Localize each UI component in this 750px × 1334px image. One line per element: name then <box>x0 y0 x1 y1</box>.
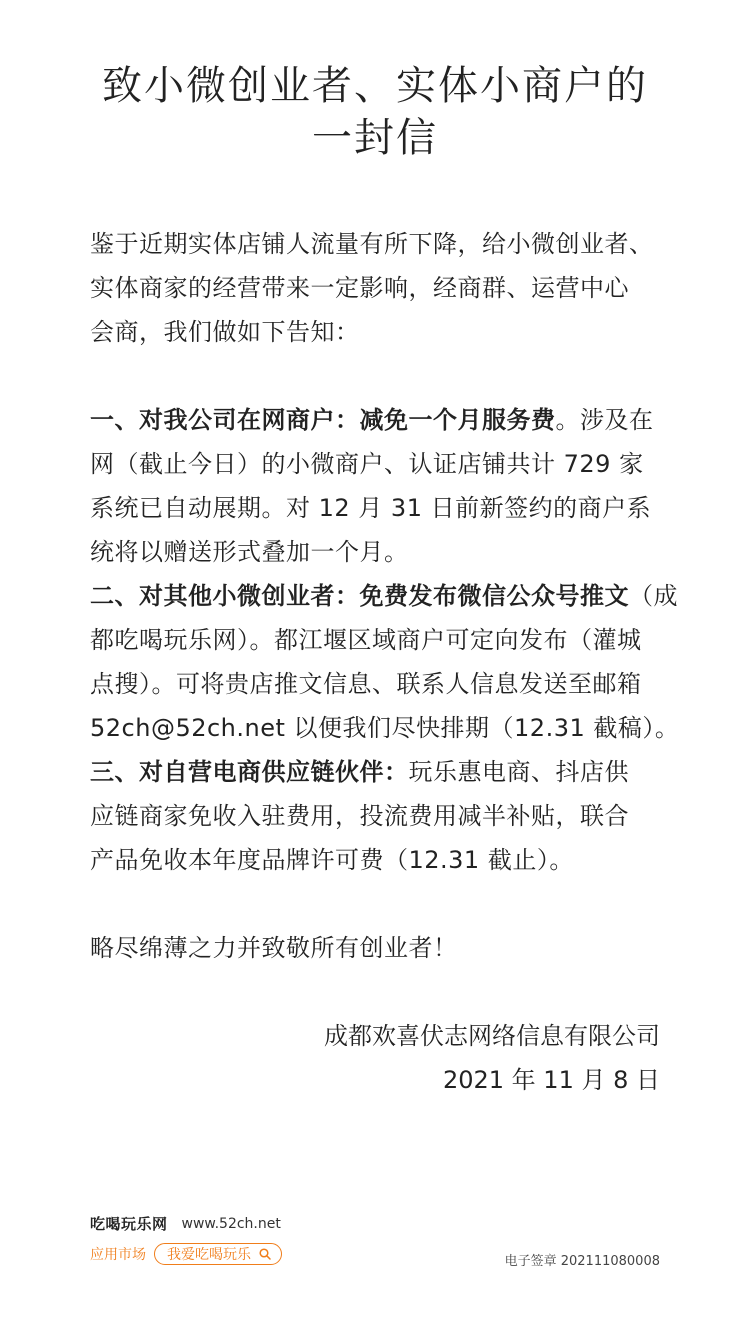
closing-paragraph <box>90 926 662 970</box>
item-1-line: 统将以赠送形式叠加一个月。 <box>90 538 409 566</box>
intro-line: 实体商家的经营带来一定影响，经商群、运营中心 <box>90 274 629 302</box>
search-icon <box>259 1248 271 1260</box>
app-search-text: 我爱吃喝玩乐 <box>167 1247 251 1263</box>
item-3-paragraph <box>90 750 662 882</box>
signature-company: 成都欢喜伏志网络信息有限公司 <box>324 1022 660 1050</box>
brand-logo: 吃喝玩乐网 <box>90 1215 168 1233</box>
item-3-text: 玩乐惠电商、抖店供 <box>408 758 629 786</box>
item-1-first-line <box>90 398 662 442</box>
item-2-line: 点搜）。可将贵店推文信息、联系人信息发送至邮箱 <box>90 670 642 698</box>
intro-paragraph <box>90 222 662 354</box>
intro-line: 鉴于近期实体店铺人流量有所下降，给小微创业者、 <box>90 230 654 258</box>
item-3-line: 应链商家免收入驻费用，投流费用减半补贴，联合 <box>90 802 629 830</box>
item-3-line: 产品免收本年度品牌许可费（12.31 截止）。 <box>90 846 574 874</box>
item-2-paragraph <box>90 574 680 750</box>
closing-line: 略尽绵薄之力并致敬所有创业者！ <box>90 934 458 962</box>
title-line-1: 致小微创业者、实体小商户的 <box>102 63 648 109</box>
item-1-heading: 一、对我公司在网商户：减免一个月服务费 <box>90 406 556 434</box>
item-1-line: 网（截止今日）的小微商户、认证店铺共计 729 家 <box>90 450 644 478</box>
app-market-label: 应用市场 <box>90 1247 146 1263</box>
intro-line: 会商，我们做如下告知： <box>90 318 360 346</box>
letter-title <box>0 60 750 164</box>
e-signature-id: 电子签章 202111080008 <box>504 1254 660 1269</box>
app-search-pill[interactable] <box>154 1243 282 1265</box>
item-2-text: （成 <box>629 582 678 610</box>
item-3-first-line <box>90 750 662 794</box>
item-1-paragraph <box>90 398 662 574</box>
item-2-heading: 二、对其他小微创业者：免费发布微信公众号推文 <box>90 582 629 610</box>
item-3-heading: 三、对自营电商供应链伙伴： <box>90 758 409 786</box>
title-line-2: 一封信 <box>312 115 438 161</box>
item-2-line: 52ch@52ch.net 以便我们尽快排期（12.31 截稿）。 <box>90 714 680 742</box>
item-2-line: 都吃喝玩乐网）。都江堰区域商户可定向发布（灌城 <box>90 626 642 654</box>
item-1-text: 。涉及在 <box>555 406 654 434</box>
signature-date: 2021 年 11 月 8 日 <box>442 1066 660 1094</box>
footer-brand <box>90 1213 281 1234</box>
item-2-first-line <box>90 574 678 618</box>
brand-url[interactable]: www.52ch.net <box>181 1215 281 1232</box>
footer-app-market <box>90 1243 282 1265</box>
item-1-line: 系统已自动展期。对 12 月 31 日前新签约的商户系 <box>90 494 652 522</box>
